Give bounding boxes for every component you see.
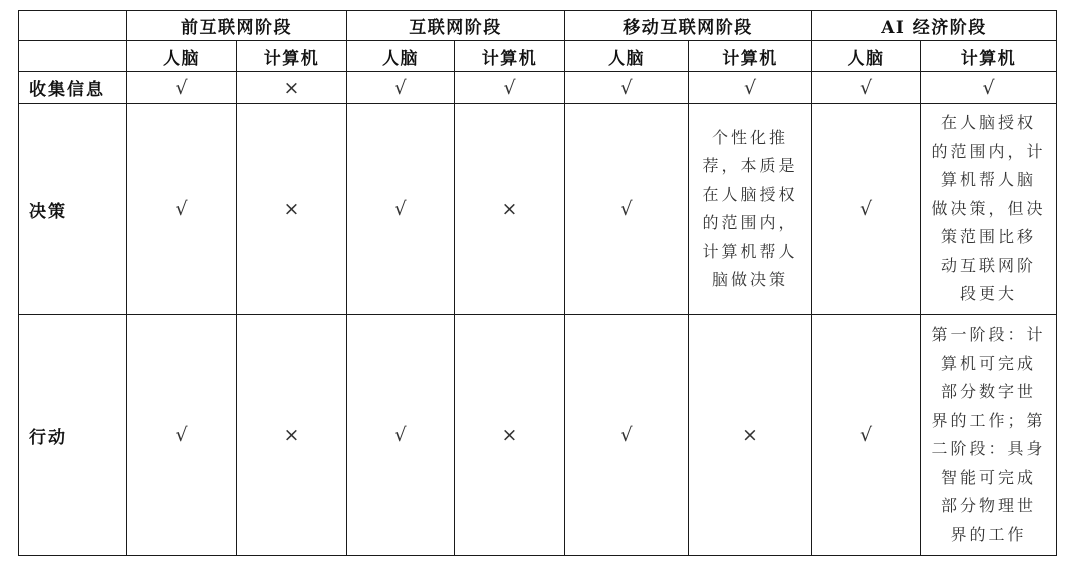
check-mark: √ (565, 315, 689, 556)
check-mark: √ (347, 104, 455, 315)
row-label: 收集信息 (19, 72, 127, 104)
table-row-action (19, 315, 1057, 556)
check-mark: √ (921, 72, 1057, 104)
cross-mark: × (455, 104, 565, 315)
stage-header: AI 经济阶段 (812, 11, 1057, 41)
check-mark: √ (689, 72, 812, 104)
check-mark: √ (347, 72, 455, 104)
stage-header: 移动互联网阶段 (565, 11, 812, 41)
brain-column-header: 人脑 (812, 41, 921, 72)
cross-mark: × (689, 315, 812, 556)
table-row-collect-info (19, 72, 1057, 104)
check-mark: √ (812, 72, 921, 104)
check-mark: √ (127, 104, 237, 315)
check-mark: √ (812, 104, 921, 315)
brain-column-header: 人脑 (347, 41, 455, 72)
note-cell: 个性化推 荐，本质是 在人脑授权 的范围内， 计算机帮人 脑做决策 (689, 104, 812, 315)
note-cell: 在人脑授权 的范围内，计 算机帮人脑 做决策，但决 策范围比移 动互联网阶 段更大 (921, 104, 1057, 315)
stage-header: 互联网阶段 (347, 11, 565, 41)
check-mark: √ (127, 315, 237, 556)
table-row-decision (19, 104, 1057, 315)
check-mark: √ (812, 315, 921, 556)
stage-comparison-table (18, 10, 1057, 556)
check-mark: √ (565, 72, 689, 104)
cross-mark: × (237, 72, 347, 104)
row-label: 行动 (19, 315, 127, 556)
stage-header: 前互联网阶段 (127, 11, 347, 41)
brain-column-header: 人脑 (127, 41, 237, 72)
corner-cell (19, 11, 127, 41)
row-label: 决策 (19, 104, 127, 315)
check-mark: √ (565, 104, 689, 315)
stage-header-row (19, 11, 1057, 41)
check-mark: √ (455, 72, 565, 104)
computer-column-header: 计算机 (455, 41, 565, 72)
computer-column-header: 计算机 (689, 41, 812, 72)
cross-mark: × (237, 315, 347, 556)
check-mark: √ (347, 315, 455, 556)
cross-mark: × (455, 315, 565, 556)
computer-column-header: 计算机 (237, 41, 347, 72)
sub-header-row (19, 41, 1057, 72)
note-cell: 第一阶段：计 算机可完成 部分数字世 界的工作；第 二阶段：具身 智能可完成 部分物理世 界的工作 (921, 315, 1057, 556)
check-mark: √ (127, 72, 237, 104)
corner-cell (19, 41, 127, 72)
brain-column-header: 人脑 (565, 41, 689, 72)
cross-mark: × (237, 104, 347, 315)
computer-column-header: 计算机 (921, 41, 1057, 72)
